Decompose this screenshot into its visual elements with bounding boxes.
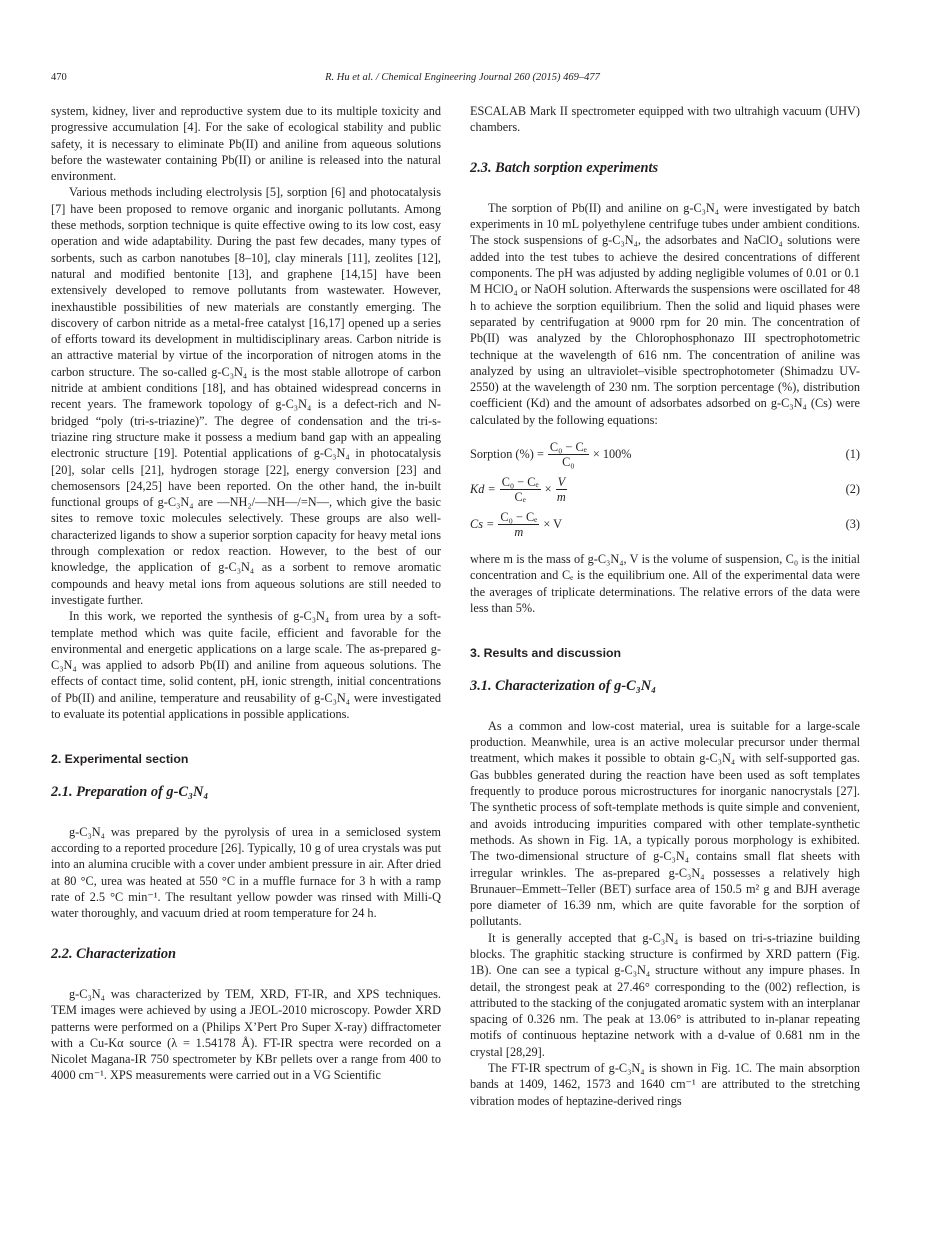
equation-3 [470, 510, 860, 539]
paragraph: It is generally accepted that g-C₃N₄ is based on tri-s-triazine building blocks. The graphitic stacking structure is confirmed by XRD pattern (Fig. 1B). One can see a typical g-C₃N₄ structure without any impure phases. In detail, the strongest peak at 27.46° corresponding to the (002) reflection, is attributed to the stacking of the conjugated aromatic system with an interplanar spacing of 0.326 nm. The peak at 13.06° is attributed to in-planar repeating motifs of continuous heptazine network with a d-value of 0.681 nm in the crystal [28,29]. [470, 930, 860, 1059]
fraction-numerator: V [557, 475, 566, 490]
section-heading: 3. Results and discussion [470, 646, 622, 661]
paragraph: Various methods including electrolysis [5], sorption [6] and photocatalysis [7] have been proposed to remove organic and inorganic pollutants. Among these methods, sorption technique is quite effective owing to its low cost, easy operation and wide adaptability. During the past few decades, many types of sorbents, such as carbon nanotubes [8–10], clay minerals [11], zeolites [12], natural and modified bentonite [13], and graphene [14,15] have been extensively developed to remove pollutants from wastewater. However, inexhaustible possibilities of new materials are constantly emerging. The discovery of carbon nitride as a metal-free catalyst [16,17] opened up a series of efforts toward its development in multidisciplinary areas. Carbon nitride is an attractive material by virtue of the incorporation of nitrogen atoms in the carbon structure. The so-called g-C₃N₄ is the most stable allotrope of carbon nitride at ambient conditions [18], and has obtained widespread concerns in recent years. The framework topology of g-C₃N₄ is a defect-rich and N-bridged “poly (tri-s-triazine)”. The degree of condensation and the tri-s-triazine ring structure make it possess a medium band gap with an appealing electronic structure [19]. Potential applications of g-C₃N₄ in photocatalysis [20], solar cells [21], hydrogen storage [22], energy conversion [23] and chemosensors [24,25] have been reported. On the other hand, the in-built functional groups of g-C₃N₄ are —NH₂/—NH—/=N—, which give the basic sites to remove toxic molecules selectively. These groups are also well-characterized ligands to show a superior sorption capacity for heavy metal ions through complexation or redox reaction. However, to the best of our knowledge, the application of g-C₃N₄ as a sorbent to remove aromatic compounds and heavy metal ions from aqueous solutions are still needed to investigate further. [51, 185, 441, 607]
paragraph: The FT-IR spectrum of g-C₃N₄ is shown in Fig. 1C. The main absorption bands at 1409, 1462, 1573 and 1640 cm⁻¹ are attributed to the stretching vibration modes of heptazine-derived rings [470, 1061, 860, 1108]
subsection-heading: 2.2. Characterization [51, 945, 177, 962]
paragraph: ESCALAB Mark II spectrometer equipped with two ultrahigh vacuum (UHV) chambers. [470, 104, 860, 135]
section-heading: 2. Experimental section [51, 752, 189, 767]
equation-number: (2) [845, 482, 860, 497]
paragraph: g-C₃N₄ was characterized by TEM, XRD, FT-IR, and XPS techniques. TEM images were achieved by using a JEOL-2010 microscopy. Powder XRD patterns were performed on a (Philips X’Pert Pro Super X-ray) diffractometer with a Cu-Kα source (λ = 1.54178 Å). FT-IR spectra were recorded on a Nicolet Magana-IR 750 spectrometer by KBr pellets over a range from 400 to 4000 cm⁻¹. XPS measurements were carried out in a VG Scientific [51, 986, 441, 1083]
fraction-denominator: C₀ [562, 455, 575, 470]
fraction-denominator: m [556, 490, 566, 505]
paragraph: g-C₃N₄ was prepared by the pyrolysis of urea in a semiclosed system according to a reported procedure [26]. Typically, 10 g of urea crystals was put into an alumina crucible with a cover under ambient pressure in air. After dried at 80 °C, urea was heated at 550 °C in a muffle furnace for 3 h with a ramp rate of 2.5 °C min⁻¹. The resultant yellow powder was rinsed with Milli-Q water thoroughly, and vacuum dried at room temperature for 24 h. [51, 824, 441, 921]
equation-operator: × [544, 482, 552, 497]
fraction-numerator: C₀ − Cₑ [549, 440, 587, 455]
paragraph: where m is the mass of g-C₃N₄, V is the volume of suspension, C₀ is the initial concentration and Cₑ is the equilibrium one. All of the experimental data were the averages of triplicate determinations. The relative errors of the data were less than 5%. [470, 552, 860, 615]
fraction-denominator: m [514, 525, 524, 540]
running-header: R. Hu et al. / Chemical Engineering Journal 260 (2015) 469–477 [325, 72, 600, 83]
equation-tail: × V [543, 517, 562, 532]
page-number: 470 [51, 72, 67, 83]
paragraph: system, kidney, liver and reproductive system due to its multiple toxicity and progressive accumulation [4]. For the sake of ecological stability and public safety, it is necessary to eliminate Pb(II) and aniline from aqueous solutions before the wastewater containing Pb(II) or aniline is released into the natural environment. [51, 104, 441, 184]
fraction-numerator: C₀ − Cₑ [501, 475, 539, 490]
equation-lhs: Cs = [470, 517, 495, 532]
fraction-denominator: Cₑ [514, 490, 526, 505]
equation-tail: × 100% [592, 447, 632, 462]
left-column [51, 103, 441, 1084]
subsection-heading: 2.1. Preparation of g-C₃N₄ [51, 783, 209, 800]
right-column [470, 103, 860, 1109]
equation-number: (3) [845, 517, 860, 532]
paragraph: As a common and low-cost material, urea is suitable for a large-scale production. Meanwhile, urea is an active molecular precursor under thermal treatment, which makes it possible to obtain g-C₃N₄ with self-supported gas. Gas bubbles generated during the reaction have been used as soft templates frequently to produce porous microstructures for inorganic nanocrystals [27]. The synthetic process of soft-template methods is quite simple and convenient, and avoids introducing impurities compared with other template-synthetic methods. As shown in Fig. 1A, a typically porous morphology is exhibited. The two-dimensional structure of g-C₃N₄ contains small flat sheets with irregular wrinkles. The as-prepared g-C₃N₄ possesses a relatively high Brunauer–Emmett–Teller (BET) surface area of 150.5 m² g and BJH average pore diameter of 16.39 nm, which are quite favorable for the sorption of pollutants. [470, 718, 860, 929]
paragraph: The sorption of Pb(II) and aniline on g-C₃N₄ were investigated by batch experiments in 10 mL polyethylene centrifuge tubes under ambient conditions. The stock suspensions of g-C₃N₄, the adsorbates and NaClO₄ solutions were added into the test tubes to achieve the desired concentrations of different components. The pH was adjusted by adding negligible volumes of 0.01 or 0.1 M HClO₄ or NaOH solution. Afterwards the suspensions were oscillated for 48 h to achieve the sorption equilibrium. Then the solid and liquid phases were separated by centrifugation at 9000 rpm for 20 min. The concentration of Pb(II) was analyzed by the Chlorophosphonazo III spectrophotometric technique at the wavelength of 616 nm. The concentration of aniline was analyzed by using an ultraviolet–visible spectrophotometer (Shimadzu UV-2550) at the wavelength of 230 nm. The sorption percentage (%), distribution coefficient (Kd) and the amount of adsorbates adsorbed on g-C₃N₄ (Cs) were calculated by the following equations: [470, 200, 860, 427]
equation-lhs: Sorption (%) = [470, 447, 544, 462]
fraction-numerator: C₀ − Cₑ [500, 510, 538, 525]
equation-lhs: Kd = [470, 482, 496, 497]
equation-2 [470, 475, 860, 504]
subsection-heading: 3.1. Characterization of g-C₃N₄ [470, 677, 657, 694]
paragraph: In this work, we reported the synthesis of g-C₃N₄ from urea by a soft-template method which was quite facile, efficient and favorable for the environmental and energetic applications on a large scale. The as-prepared g-C₃N₄ was applied to adsorb Pb(II) and aniline from aqueous solutions. The effects of contact time, solid content, pH, ionic strength, initial concentrations of Pb(II) and aniline, temperature and reusability of g-C₃N₄ were investigated to evaluate its potential applications in possible applications. [51, 609, 441, 721]
subsection-heading: 2.3. Batch sorption experiments [470, 159, 659, 176]
equation-number: (1) [845, 447, 860, 462]
equation-1 [470, 440, 860, 469]
